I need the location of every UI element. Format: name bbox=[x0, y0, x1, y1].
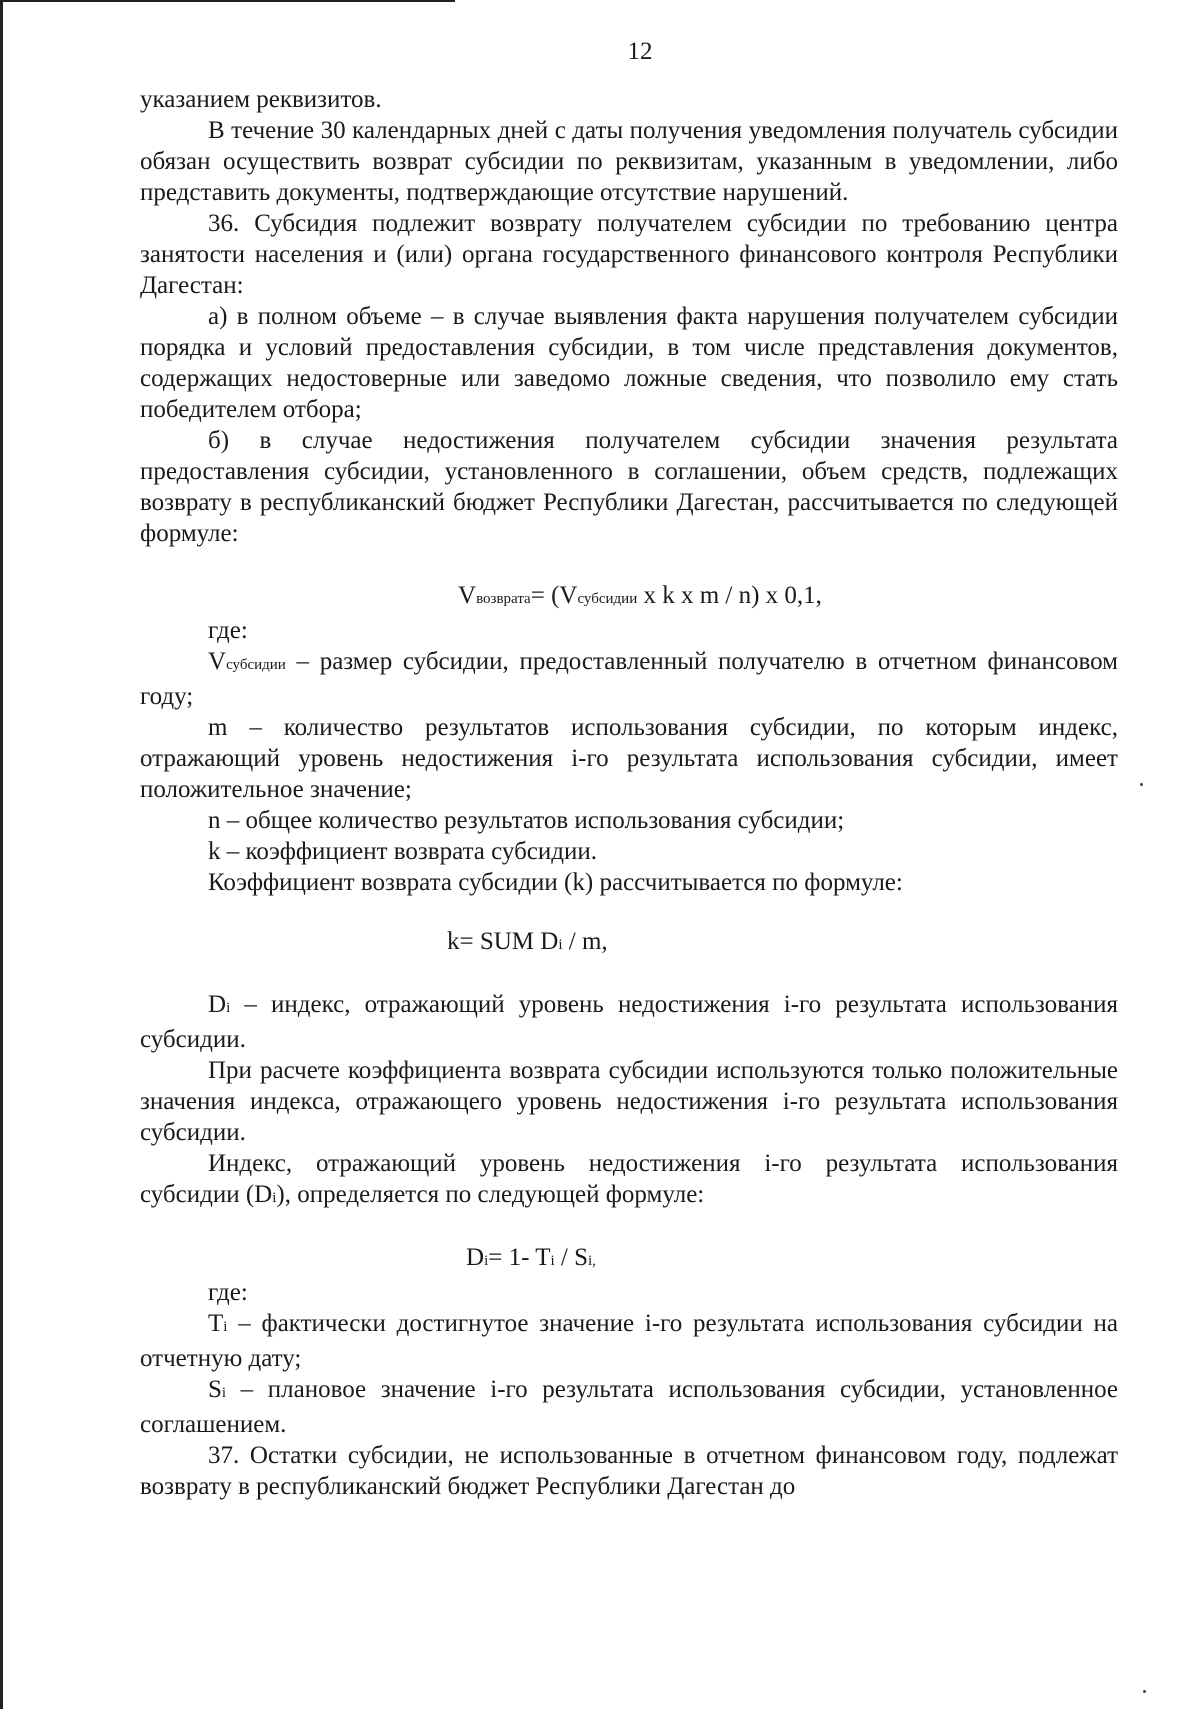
definition-s-text: – плановое значение i-го результата использования субсидии, установленное соглашением. bbox=[140, 1376, 1118, 1438]
definition-k: k – коэффициент возврата субсидии. bbox=[208, 838, 598, 865]
definition-d bbox=[140, 989, 1118, 1055]
paragraph-positive-values: При расчете коэффициента возврата субсидии используются только положительные значения индекса, отражающего уровень недостижения i-го результата использования субсидии. bbox=[140, 1057, 1118, 1146]
paragraph-30-days: В течение 30 календарных дней с даты получения уведомления получатель субсидии обязан осуществить возврат субсидии по реквизитам, указанным в уведомлении, либо представить документы, подтверждающие отсутствие нарушений. bbox=[140, 117, 1118, 206]
formula-coefficient bbox=[140, 926, 1118, 961]
definition-n: n – общее количество результатов использования субсидии; bbox=[208, 807, 845, 834]
paragraph-a: а) в полном объеме – в случае выявления факта нарушения получателем субсидии порядка и условий предоставления субсидии, в том числе представления документов, содержащих недостоверные или заведомо ложные сведения, что позволило ему стать победителем отбора; bbox=[140, 303, 1118, 423]
document-body bbox=[140, 84, 1118, 1502]
formula3-c: / S bbox=[554, 1244, 589, 1271]
formula1-mid: = (V bbox=[530, 582, 578, 609]
formula3-sub3: i, bbox=[588, 1253, 596, 1269]
where-label-1: где: bbox=[208, 617, 248, 644]
formula1-rest: x k x m / n) x 0,1, bbox=[637, 582, 822, 609]
paragraph-index-b: ), определяется по следующей формуле: bbox=[276, 1181, 705, 1208]
spacer bbox=[140, 961, 1118, 989]
scan-speck bbox=[1140, 783, 1143, 786]
definition-m: m – количество результатов использования субсидии, по которым индекс, отражающий уровень недостижения i-го результата использования субсидии, имеет положительное значение; bbox=[140, 714, 1118, 803]
paragraph-index-sub: i bbox=[272, 1190, 277, 1206]
scan-speck bbox=[1143, 1690, 1146, 1693]
formula3-a: D bbox=[466, 1244, 485, 1271]
definition-v-text: – размер субсидии, предоставленный получателю в отчетном финансовом году; bbox=[140, 648, 1118, 710]
paragraph-index bbox=[140, 1148, 1118, 1214]
paragraph-index-a: Индекс, отражающий уровень недостижения i-го результата использования субсидии (D bbox=[140, 1150, 1118, 1208]
formula-refund-volume bbox=[140, 580, 1118, 615]
page-number: 12 bbox=[627, 38, 653, 65]
definition-d-symbol: D bbox=[208, 991, 227, 1018]
definition-t-subscript: i bbox=[223, 1319, 228, 1335]
definition-t-symbol: T bbox=[208, 1310, 224, 1337]
formula3-b: = 1- T bbox=[488, 1244, 551, 1271]
paragraph-intro: указанием реквизитов. bbox=[140, 86, 382, 113]
formula3-sub2: i bbox=[550, 1253, 555, 1269]
paragraph-k-formula: Коэффициент возврата субсидии (k) рассчитывается по формуле: bbox=[208, 869, 903, 896]
definition-s-symbol: S bbox=[208, 1376, 222, 1403]
definition-t-text: – фактически достигнутое значение i-го результата использования субсидии на отчетную дату; bbox=[140, 1310, 1118, 1372]
definition-s bbox=[140, 1374, 1118, 1440]
formula2-b: / m, bbox=[562, 928, 608, 955]
scan-border-top bbox=[0, 0, 455, 2]
definition-v-subscript: субсидии bbox=[226, 657, 286, 673]
formula1-sub-vozvrata: возврата bbox=[476, 591, 531, 607]
formula1-sub-subsidii: субсидии bbox=[577, 591, 638, 607]
definition-d-subscript: i bbox=[226, 1000, 231, 1016]
formula3-sub1: i bbox=[484, 1253, 489, 1269]
formula2-sub: i bbox=[558, 937, 563, 953]
definition-t bbox=[140, 1308, 1118, 1374]
where-label-2: где: bbox=[208, 1279, 248, 1306]
paragraph-b: б) в случае недостижения получателем субсидии значения результата предоставления субсидии, установленного в соглашении, объем средств, подлежащих возврату в республиканский бюджет Республики Дагестан, рассчитывается по следующей формуле: bbox=[140, 427, 1118, 547]
formula1-v: V bbox=[458, 582, 477, 609]
scan-border-left bbox=[0, 0, 3, 1709]
formula2-a: k= SUM D bbox=[447, 928, 559, 955]
definition-d-text: – индекс, отражающий уровень недостижения i-го результата использования субсидии. bbox=[140, 991, 1118, 1053]
definition-v bbox=[140, 646, 1118, 712]
paragraph-37: 37. Остатки субсидии, не использованные в отчетном финансовом году, подлежат возврату в республиканский бюджет Республики Дагестан до bbox=[140, 1442, 1118, 1500]
paragraph-36: 36. Субсидия подлежит возврату получателем субсидии по требованию центра занятости населения и (или) органа государственного финансового контроля Республики Дагестан: bbox=[140, 210, 1118, 299]
definition-v-symbol: V bbox=[208, 648, 227, 675]
formula-index bbox=[140, 1242, 1118, 1277]
definition-s-subscript: i bbox=[221, 1385, 227, 1401]
